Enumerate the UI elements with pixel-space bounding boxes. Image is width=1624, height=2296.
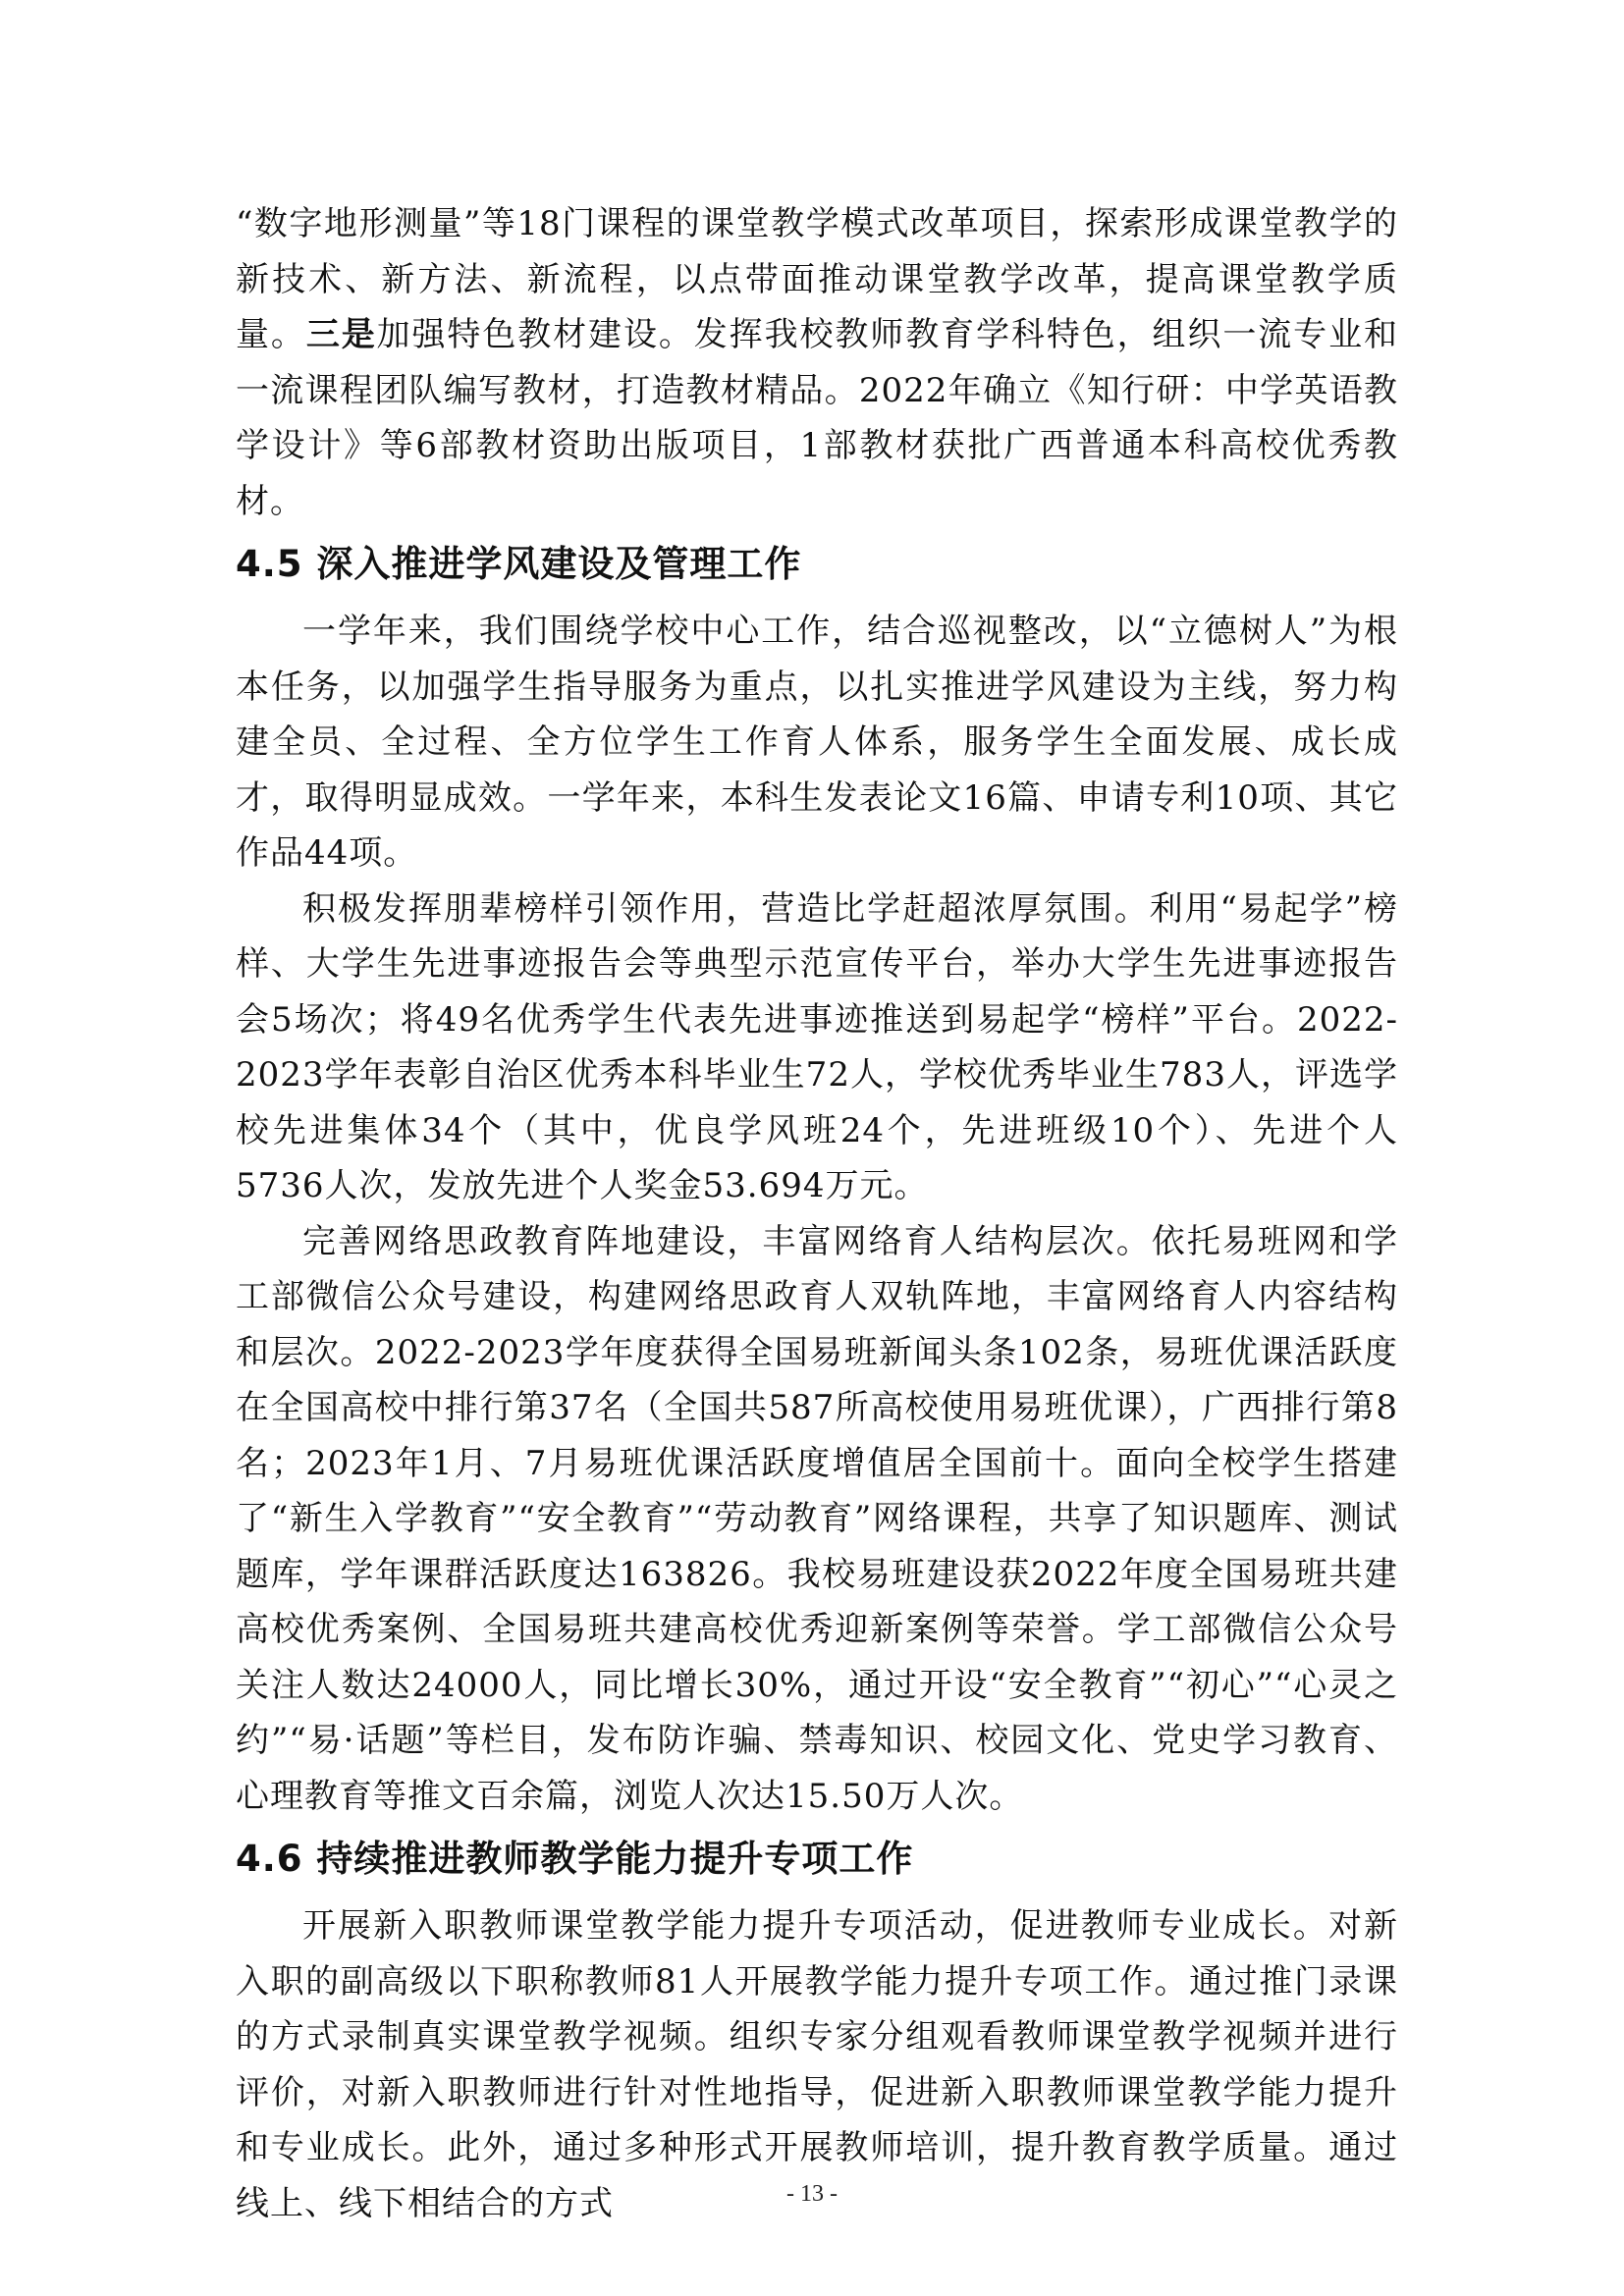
intro-text-part-2: 加强特色教材建设。发挥我校教师教育学科特色，组织一流专业和一流课程团队编写教材，打造教材精品。2022年确立《知行研：中学英语教学设计》等6部教材资助出版项目，1部教材获批广西普通本科高校优秀教材。 (236, 315, 1398, 521)
s45-paragraph-2: 积极发挥朋辈榜样引领作用，营造比学赶超浓厚氛围。利用“易起学”榜样、大学生先进事迹报告会等典型示范宣传平台，举办大学生先进事迹报告会5场次；将49名优秀学生代表先进事迹推送到易起学“榜样”平台。2022-2023学年表彰自治区优秀本科毕业生72人，学校优秀毕业生783人，评选学校先进集体34个（其中，优良学风班24个，先进班级10个）、先进个人5736人次，发放先进个人奖金53.694万元。 (236, 888, 1398, 1205)
section-heading-4-6: 4.6 持续推进教师教学能力提升专项工作 (236, 1838, 914, 1880)
s45-paragraph-3: 完善网络思政教育阵地建设，丰富网络育人结构层次。依托易班网和学工部微信公众号建设，构建网络思政育人双轨阵地，丰富网络育人内容结构和层次。2022-2023学年度获得全国易班新闻头条102条，易班优课活跃度在全国高校中排行第37名（全国共587所高校使用易班优课），广西排行第8名；2023年1月、7月易班优课活跃度增值居全国前十。面向全校学生搭建了“新生入学教育”“安全教育”“劳动教育”网络课程，共享了知识题库、测试题库，学年课群活跃度达163826。我校易班建设获2022年度全国易班共建高校优秀案例、全国易班共建高校优秀迎新案例等荣誉。学工部微信公众号关注人数达24000人，同比增长30%，通过开设“安全教育”“初心”“心灵之约”“易·话题”等栏目，发布防诈骗、禁毒知识、校园文化、党史学习教育、心理教育等推文百余篇，浏览人次达15.50万人次。 (236, 1221, 1398, 1816)
document-page (236, 196, 1398, 2231)
s46-paragraph-1: 开展新入职教师课堂教学能力提升专项活动，促进教师专业成长。对新入职的副高级以下职称教师81人开展教学能力提升专项工作。通过推门录课的方式录制真实课堂教学视频。组织专家分组观看教师课堂教学视频并进行评价，对新入职教师进行针对性地指导，促进新入职教师课堂教学能力提升和专业成长。此外，通过多种形式开展教师培训，提升教育教学质量。通过线上、线下相结合的方式 (236, 1906, 1398, 2223)
page-number: - 13 - (786, 2181, 838, 2207)
section-heading-4-5: 4.5 深入推进学风建设及管理工作 (236, 543, 802, 585)
intro-text-part-1: “数字地形测量”等18门课程的课堂教学模式改革项目，探索形成课堂教学的新技术、新方法、新流程，以点带面推动课堂教学改革，提高课堂教学质量。 (236, 204, 1398, 354)
intro-paragraph (236, 196, 1398, 529)
intro-bold-marker: 三是 (305, 315, 377, 354)
s45-paragraph-1: 一学年来，我们围绕学校中心工作，结合巡视整改，以“立德树人”为根本任务，以加强学生指导服务为重点，以扎实推进学风建设为主线，努力构建全员、全过程、全方位学生工作育人体系，服务学生全面发展、成长成才，取得明显成效。一学年来，本科生发表论文16篇、申请专利10项、其它作品44项。 (236, 612, 1398, 873)
